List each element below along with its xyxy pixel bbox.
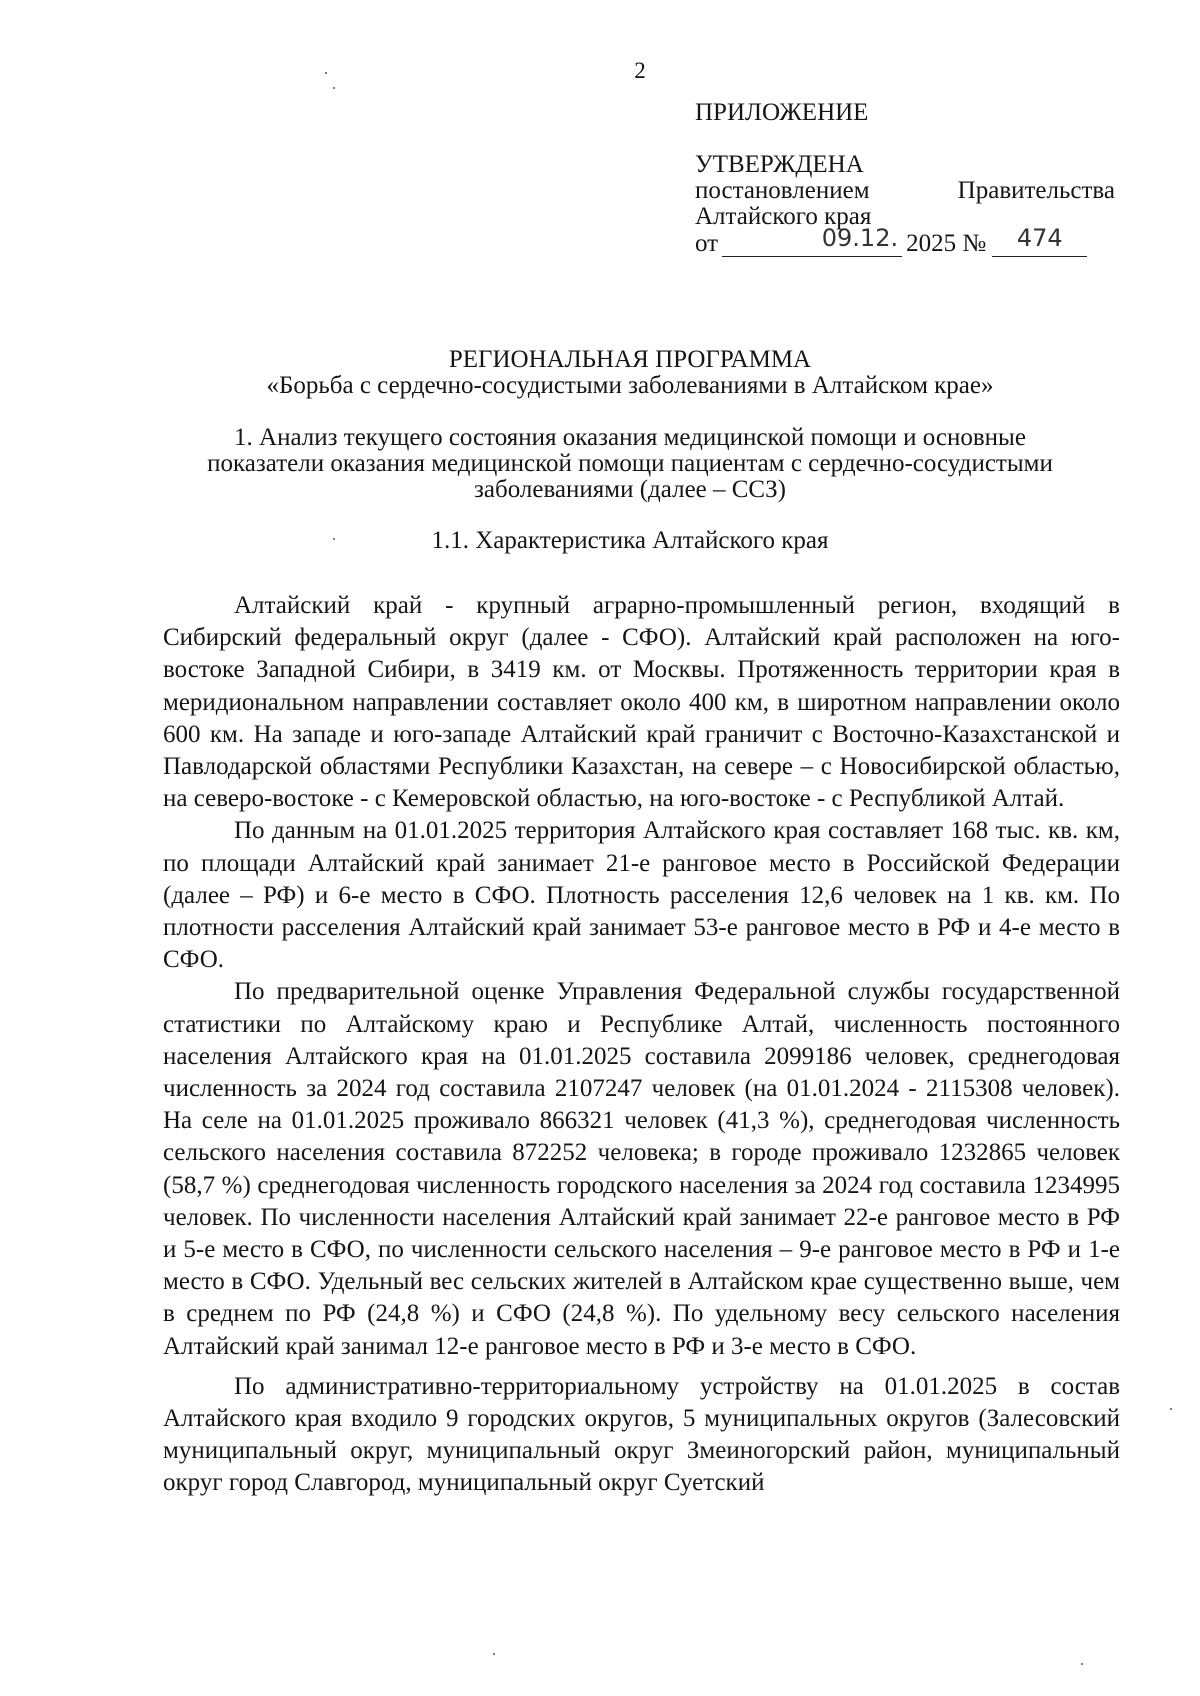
government-word: Правительства — [957, 177, 1115, 204]
decree-word: постановлением — [695, 177, 870, 204]
section-1-line-3: заболеваниями (далее – ССЗ) — [474, 476, 786, 503]
scan-speck — [325, 72, 327, 74]
scan-speck — [333, 538, 335, 540]
scan-speck — [333, 87, 335, 89]
approved-label: УТВЕРЖДЕНА — [695, 151, 864, 178]
appendix-label: ПРИЛОЖЕНИЕ — [695, 99, 869, 126]
program-title-block — [110, 347, 1150, 399]
from-word: от — [695, 230, 719, 257]
region-line: Алтайского края — [695, 203, 872, 230]
paragraph: Алтайский край - крупный аграрно-промышленный регион, входящий в Сибирский федеральный округ (далее - СФО). Алтайский край расположен на юго-востоке Западной Сибири, в 3419 км. от Москвы. Протяженность территории края в меридиональном направлении составляет около 400 км, в широтном направлении около 600 км. На западе и юго-западе Алтайский край граничит с Восточно-Казахстанской и Павлодарской областями Республики Казахстан, на севере – с Новосибирской областью, на северо-востоке - с Кемеровской областью, на юго-востоке - с Республикой Алтай. — [163, 592, 1120, 813]
section-1-line-1: 1. Анализ текущего состояния оказания медицинской помощи и основные — [234, 424, 1026, 451]
body-text — [163, 590, 1120, 1500]
page-number: 2 — [634, 58, 646, 83]
section-1-line-2: показатели оказания медицинской помощи пациентам с сердечно-сосудистыми — [207, 450, 1053, 477]
decree-date-field — [722, 224, 902, 257]
approval-stamp-block — [695, 100, 1115, 257]
paragraph: По данным на 01.01.2025 территория Алтайского края составляет 168 тыс. кв. км, по площади Алтайский край занимает 21-е ранговое место в Российской Федерации (далее – РФ) и 6-е место в СФО. Плотность расселения 12,6 человек на 1 кв. км. По плотности расселения Алтайский край занимает 53-е ранговое место в РФ и 4-е место в СФО. — [163, 817, 1120, 974]
scan-speck — [1081, 1663, 1083, 1665]
program-title: РЕГИОНАЛЬНАЯ ПРОГРАММА — [448, 346, 812, 373]
program-subtitle: «Борьба с сердечно-сосудистыми заболеваниями в Алтайском крае» — [266, 372, 994, 399]
decree-number-field — [992, 224, 1087, 257]
scan-speck — [493, 1653, 495, 1655]
date-number-line — [695, 224, 1115, 257]
decree-number-handwritten: 474 — [1016, 224, 1063, 252]
scan-speck — [1170, 1408, 1172, 1410]
section-1-heading — [110, 425, 1150, 503]
section-1-1-heading: 1.1. Характеристика Алтайского края — [431, 527, 829, 554]
paragraph: По административно-территориальному устройству на 01.01.2025 в состав Алтайского края входило 9 городских округов, 5 муниципальных округов (Залесовский муниципальный округ, муниципальный округ Змеиногорский район, муниципальный округ город Славгород, муниципальный округ Суетский — [163, 1372, 1120, 1497]
year-number-label: 2025 № — [906, 230, 987, 257]
decree-line — [695, 178, 1115, 204]
paragraph: По предварительной оценке Управления Федеральной службы государственной статистики по Алтайскому краю и Республике Алтай, численность постоянного населения Алтайского края на 01.01.2025 составила 2099186 человек, среднегодовая численность за 2024 год составила 2107247 человек (на 01.01.2024 - 2115308 человек). На селе на 01.01.2025 проживало 866321 человек (41,3 %), среднегодовая численность сельского населения составила 872252 человека; в городе проживало 1232865 человек (58,7 %) среднегодовая численность городского населения за 2024 год составила 1234995 человек. По численности населения Алтайский край занимает 22-е ранговое место в РФ и 5-е место в СФО, по численности сельского населения – 9-е ранговое место в РФ и 1-е место в СФО. Удельный вес сельских жителей в Алтайском крае существенно выше, чем в среднем по РФ (24,8 %) и СФО (24,8 %). По удельному весу сельского населения Алтайский край занимал 12-е ранговое место в РФ и 3-е место в СФО. — [163, 978, 1120, 1360]
decree-date-handwritten: 09.12. — [821, 224, 899, 252]
